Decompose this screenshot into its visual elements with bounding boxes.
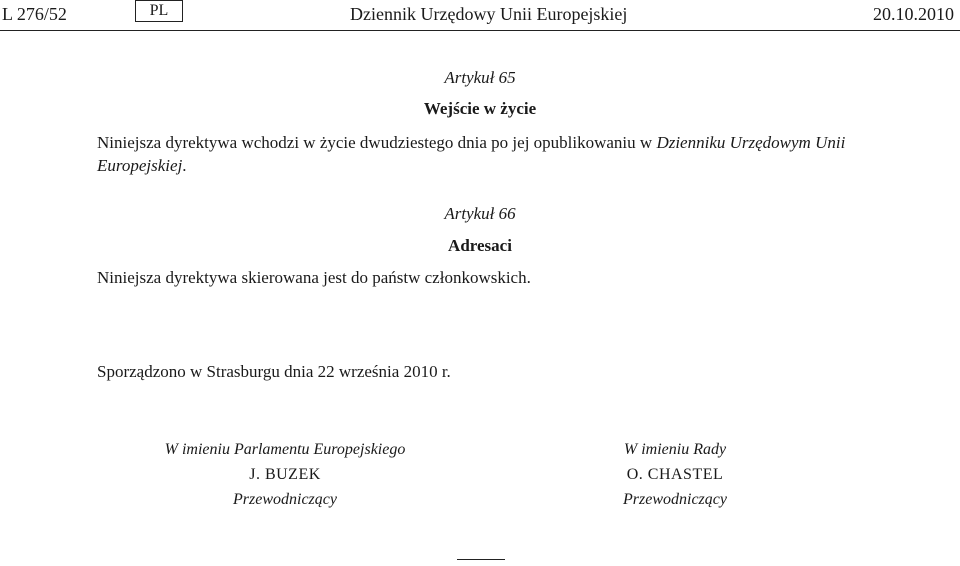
signature-institution: W imieniu Parlamentu Europejskiego	[164, 441, 406, 458]
article-66-title: Adresaci	[448, 236, 512, 255]
article-65-title: Wejście w życie	[423, 99, 537, 118]
article-65-text	[97, 131, 877, 177]
page-header	[0, 0, 960, 30]
article-65-number: Artykuł 65	[444, 68, 516, 87]
language-badge: PL	[135, 0, 183, 22]
journal-title: Dziennik Urzędowy Unii Europejskiej	[350, 4, 628, 24]
signature-institution: W imieniu Rady	[623, 441, 727, 458]
signature-block-parliament	[135, 439, 435, 511]
page-reference: L 276/52	[2, 4, 67, 24]
signature-role: Przewodniczący	[233, 491, 337, 508]
closing-statement: Sporządzono w Strasburgu dnia 22 września 2010 r.	[97, 362, 451, 381]
article-65-text-start: Niniejsza dyrektywa wchodzi w życie dwudziestego dnia po jej opublikowaniu w	[97, 133, 657, 152]
end-divider	[457, 559, 505, 560]
article-66-number: Artykuł 66	[444, 204, 516, 223]
journal-reference: Dzienniku Urzędowym Unii Europejskiej	[97, 133, 846, 175]
signature-name: J. BUZEK	[249, 466, 321, 483]
article-65-text-end: .	[182, 156, 187, 175]
publication-date: 20.10.2010	[873, 4, 954, 24]
signature-name: O. CHASTEL	[626, 466, 724, 483]
header-divider	[0, 30, 960, 31]
signature-block-council	[575, 439, 775, 511]
signature-role: Przewodniczący	[623, 491, 727, 508]
article-66-text: Niniejsza dyrektywa skierowana jest do państw członkowskich.	[97, 268, 531, 287]
